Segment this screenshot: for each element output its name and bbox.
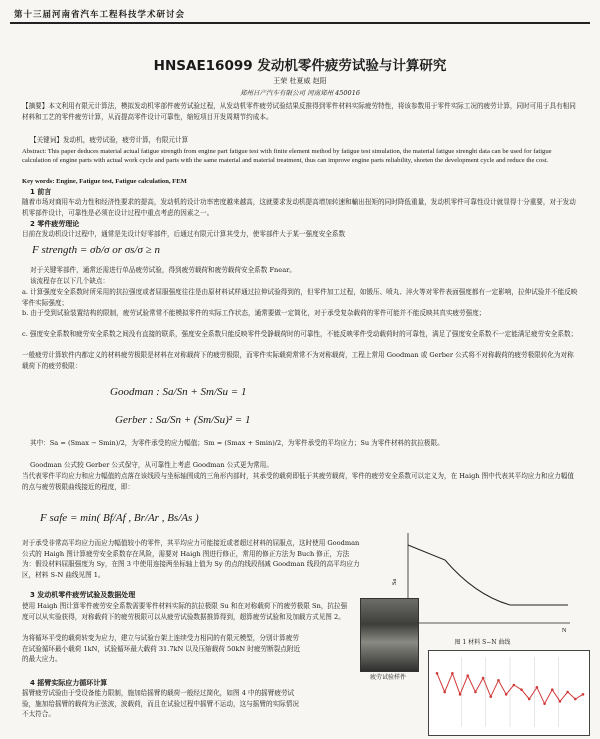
load-cycle-point (566, 691, 569, 694)
load-cycle-point (513, 684, 516, 687)
load-cycle-point (459, 693, 462, 696)
load-cycle-point (536, 686, 539, 689)
load-cycle-point (482, 677, 485, 680)
drawback-b: b. 由于受到试验装置结构的限制，疲劳试验常常不能模拟零件的实际工作状态，通常要做一定简化，对于承受复杂载荷的零件可能并不能反映其真实疲劳强度； (22, 309, 486, 317)
sn-y-label: Sa (392, 579, 398, 585)
equation-strength: F strength = σb/σ or σs/σ ≥ n (32, 244, 160, 256)
equation-goodman: Goodman : Sa/Sn + Sm/Su = 1 (110, 386, 247, 398)
section-4-heading: 4 摇臂实际应力循环计算 (30, 679, 108, 687)
drawback-c: c. 强度安全系数和疲劳安全系数之间没有直接的联系，强度安全系数只能反映零件受静载荷时的可靠性，不能反映零件受动载荷时的可靠性，满足了强度安全系数不一定能满足疲劳安全系数； (22, 330, 578, 338)
load-cycle-point (582, 693, 585, 696)
load-cycle-point (520, 688, 523, 691)
load-cycle-point (466, 674, 469, 677)
keywords-en: Key words: Engine, Fatigue test, Fatigue calculation, FEM (22, 178, 187, 185)
abstract-en: Abstract: This paper deduces material actual fatigue strength from engine part fatigue test with finite element method by fatigue test simulation, the material fatigue strenght data can be used for fatigue calculation of engine parts with actual work cycle and parts with the same material and material treatment, thus can improve engine parts reliability, shorten the development cycle and reduce the cost. (22, 148, 552, 165)
sn-curve-line (408, 545, 568, 605)
paragraph-goodman-conservative: Goodman 公式较 Gerber 公式保守，从可靠性上考虑 Goodman 公式更为常用。 (30, 461, 273, 469)
paragraph-goodman-gerber: 一般疲劳计算软件内都定义的材料疲劳极限是材料在对称载荷下的疲劳极限，而零件实际载荷常常不为对称载荷，工程上常用 Goodman 或 Gerber 公式将不对称载荷的疲劳极限转化为对称载荷下的疲劳极限： (22, 351, 574, 370)
load-cycle-point (505, 693, 508, 696)
sn-x-label: N (562, 628, 567, 634)
affiliation: 郑州日产汽车有限公司 河南郑州 450016 (240, 89, 360, 97)
load-cycle-point (543, 702, 546, 705)
drawback-a: a. 计算强度安全系数时所采用的抗拉强度或者屈服强度往往是由原材料试样通过拉伸试验得到的，但零件加工过程，如锻压、喷丸、淬火等对零件表面强度都有一定影响，拉伸试验并不能反映零件实际强度； (22, 288, 578, 307)
load-cycle-point (551, 688, 554, 691)
figure-2-caption: 疲劳试验样件 (369, 674, 406, 681)
authors: 王荣 杜夏威 赵阳 (273, 77, 327, 85)
section-1-text: 随着市场对商用车动力性和经济性要求的提高，发动机的设计功率密度越来越高，这就要求发动机提高增加转速和輸出扭矩的同时降低重量，发动机零件可靠性设计就显得十分重要，对于发动机零部件设计，可靠性是必须在设计过程中重点考虑的因素之一。 (22, 198, 576, 217)
paragraph-fatigue-test: 对于关键零部件，通常还需进行单品疲劳试验，得到疲劳载荷和疲劳载荷安全系数 Fnear。 (30, 266, 296, 274)
load-cycle-point (528, 698, 531, 701)
header-rule (10, 22, 590, 24)
load-cycle-point (497, 679, 500, 682)
load-cycle-point (451, 672, 454, 675)
load-cycle-chart (429, 651, 589, 735)
section-2-text: 目前在发动机设计过程中，通常是先设计好零部件，后通过有限元计算其受力，使零部件大于某一强度安全系数 (22, 230, 346, 238)
load-cycle-point (474, 691, 477, 694)
load-cycle-point (443, 691, 446, 694)
section-4-text: 摇臂疲劳试验由于受设备能力限制，施加给摇臂的载荷一般经过简化，如图 4 中的摇臂疲劳试验，施加给摇臂的载荷为正弦波，波载荷，而且在试验过程中摇臂不运动，这与摇臂的实际情况不太符合。 (22, 689, 299, 718)
paragraph-buch-correction: 对于承受非常高平均应力而应力幅值较小的零件，其平均应力可能接近或者超过材料的屈服点，这时使用 Goodman 公式的 Haigh 图计算疲劳安全系数存在风险，需要对 Haigh 图进行修正，常用的修正方法为 Buch 修正，方法为：假设材料屈服强度为 Sy，在图 3 中使用连接两坐标轴上值为 Sy 的点的线段削减 Goodman 线段的高平均应力区，材料 S-N 曲线见图 1。 (22, 539, 360, 579)
section-3-model-text: 为将循环平受的载荷转变为应力，建立与试验台架上连续受力相同的有限元模型，分别计算疲劳在试验循环最小载荷 1kN，试验循环最大载荷 31.7kN 以及压缩载荷 50kN 时疲劳断裂点附近的最大应力。 (22, 634, 301, 663)
paragraph-haigh: 当代表零件平均应力和应力幅值的点落在该线段与坐标轴围成的三角形内部时，其承受的载荷即低于其疲劳载荷，零件的疲劳安全系数可以定义为，在 Haigh 图中代表其平均应力和应力幅值的点与疲劳极限曲线接近的程度，即： (22, 472, 574, 491)
fatigue-test-photo (360, 598, 419, 672)
paper-title: HNSAE16099 发动机零件疲劳试验与计算研究 (153, 58, 447, 74)
section-1-heading: 1 前言 (30, 188, 52, 196)
load-cycle-chart-frame (428, 650, 590, 736)
section-2-heading: 2 零件疲劳理论 (30, 220, 80, 228)
paragraph-where: 其中：Sa = (Smax − Smin)/2，为零件承受的应力幅值；Sm = (Smax + Smin)/2，为零件承受的平均应力；Su 为零件材料的抗拉极限。 (30, 439, 444, 447)
keywords-cn: 【关键词】发动机，疲劳试验，疲劳计算，有限元计算 (30, 136, 189, 144)
equation-safety-factor: F safe = min( Bf/Af , Br/Ar , Bs/As ) (40, 512, 199, 524)
abstract-cn: 【摘要】本文利用有限元计算法，模拟发动机零部件疲劳试验过程，从发动机零件疲劳试验结果反推得到零件材料实际疲劳特性，将该参数用于零件实际工况的疲劳计算，同时可用于具有相同材料和工艺的零件疲劳计算，从而提高零件设计可靠性，缩短项目开发周期节约成本。 (22, 102, 576, 121)
paragraph-drawbacks: 该流程存在以下几个缺点： (30, 277, 110, 285)
load-cycle-point (489, 695, 492, 698)
load-cycle-point (559, 700, 562, 703)
load-cycle-point (436, 672, 439, 675)
section-3-text: 使用 Haigh 图计算零件疲劳安全系数需要零件材料实际的抗拉极限 Su 和在对称载荷下的疲劳极限 Sn，抗拉强度可以从实验获得，对称载荷下的疲劳极限可以从疲劳试验数据推算得到，超算疲劳试验和及加载方式见图 2。 (22, 602, 348, 621)
section-3-heading: 3 发动机零件疲劳试验及数据处理 (30, 591, 136, 599)
load-cycle-point (574, 698, 577, 701)
running-header: 第十三届河南省汽车工程科技学术研讨会 (14, 10, 186, 20)
equation-gerber: Gerber : Sa/Sn + (Sm/Su)² = 1 (115, 414, 251, 426)
figure-1-caption: 图 1 材料 S−N 曲线 (454, 639, 511, 646)
